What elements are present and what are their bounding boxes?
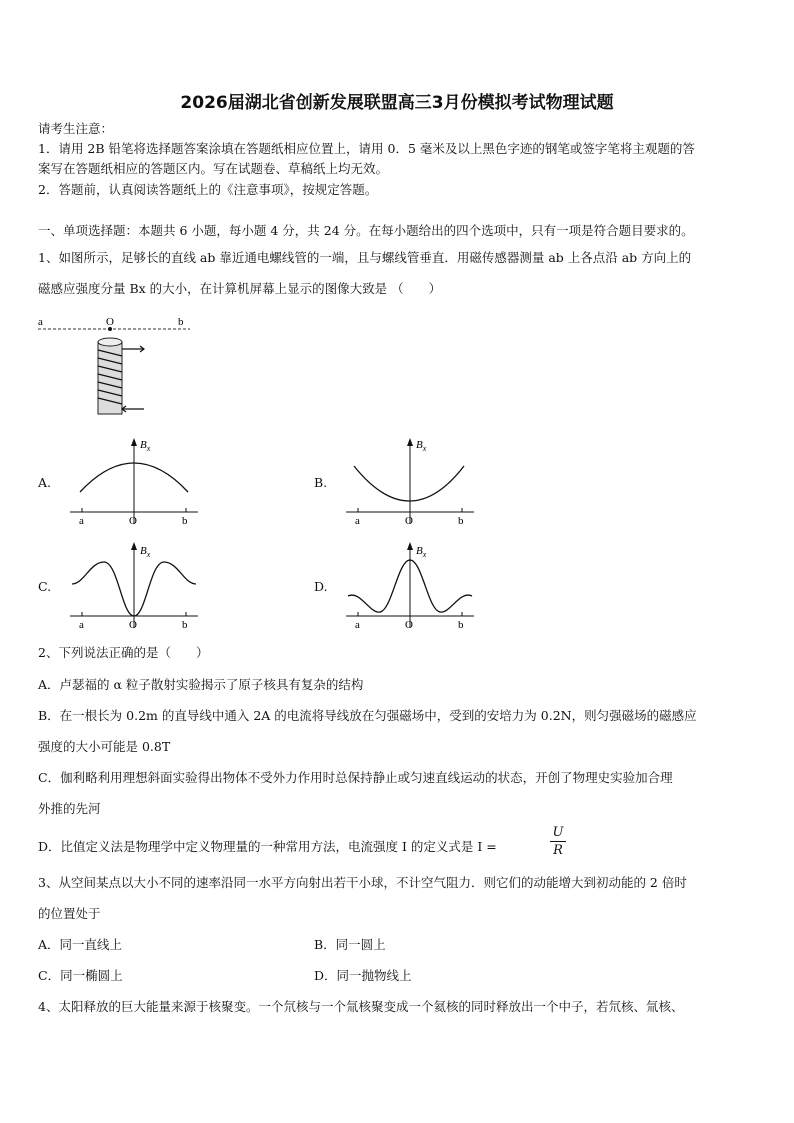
q2-option-a: A．卢瑟福的 α 粒子散射实验揭示了原子核具有复杂的结构 bbox=[38, 677, 364, 692]
svg-text:Bx: $B_x$ bbox=[140, 439, 151, 453]
fraction-numerator: U bbox=[552, 825, 564, 840]
q4-stem-line-1: 4、太阳释放的巨大能量来源于核聚变。一个氘核与一个氚核聚变成一个氦核的同时释放出一个中子，若氘核、氚核、 bbox=[38, 999, 684, 1014]
q3-option-c: C．同一椭圆上 bbox=[38, 968, 123, 983]
q3-option-a: A．同一直线上 bbox=[38, 937, 123, 952]
svg-text:Bx: $B_x$ bbox=[416, 545, 427, 559]
svg-text:b: b bbox=[458, 515, 464, 527]
q1-option-b-label: B. bbox=[314, 475, 328, 490]
q1-option-d-label: D. bbox=[314, 579, 328, 594]
fig-label-a: a bbox=[38, 316, 43, 328]
svg-text:a: a bbox=[355, 515, 360, 527]
q3-stem-line-1: 3、从空间某点以大小不同的速率沿同一水平方向射出若干小球，不计空气阻力．则它们的动能增大到初动能的 2 倍时 bbox=[38, 875, 687, 890]
q3-stem-line-2: 的位置处于 bbox=[38, 906, 101, 921]
svg-text:b: b bbox=[182, 619, 188, 631]
section-heading: 一、单项选择题：本题共 6 小题，每小题 4 分，共 24 分。在每小题给出的四个选项中，只有一项是符合题目要求的。 bbox=[38, 223, 694, 238]
svg-text:Bx: $B_x$ bbox=[140, 545, 151, 559]
svg-text:a: a bbox=[79, 619, 84, 631]
svg-text:O: O bbox=[129, 619, 137, 631]
q3-option-d: D．同一抛物线上 bbox=[314, 968, 412, 983]
q1-option-c-label: C. bbox=[38, 579, 52, 594]
notice-heading: 请考生注意： bbox=[38, 121, 114, 136]
fraction bbox=[550, 825, 566, 858]
svg-text:O: O bbox=[129, 515, 137, 527]
q1-stem-line-2: 磁感应强度分量 Bx 的大小，在计算机屏幕上显示的图像大致是 （ ） bbox=[38, 281, 442, 296]
notice-item-1-line-2: 案写在答题纸相应的答题区内。写在试题卷、草稿纸上均无效。 bbox=[38, 161, 389, 176]
svg-text:b: b bbox=[182, 515, 188, 527]
svg-text:Bx: $B_x$ bbox=[416, 439, 427, 453]
q2-option-d: D．比值定义法是物理学中定义物理量的一种常用方法，电流强度 I 的定义式是 I = bbox=[38, 839, 497, 854]
q1-stem-line-1: 1、如图所示，足够长的直线 ab 靠近通电螺线管的一端，且与螺线管垂直．用磁传感器测量 ab 上各点沿 ab 方向上的 bbox=[38, 250, 692, 265]
q2-option-b-line-1: B．在一根长为 0.2m 的直导线中通入 2A 的电流将导线放在匀强磁场中，受到的安培力为 0.2N，则匀强磁场的磁感应 bbox=[38, 708, 697, 723]
q2-option-c-line-1: C．伽利略利用理想斜面实验得出物体不受外力作用时总保持静止或匀速直线运动的状态，开创了物理史实验加合理 bbox=[38, 770, 673, 785]
q2-option-c-line-2: 外推的先河 bbox=[38, 801, 101, 816]
graph-b bbox=[340, 436, 480, 528]
fraction-denominator: R bbox=[553, 843, 563, 858]
graph-d bbox=[340, 540, 480, 632]
q1-option-a-label: A. bbox=[38, 475, 52, 490]
svg-text:a: a bbox=[79, 515, 84, 527]
fraction-bar bbox=[550, 841, 566, 842]
notice-item-1-line-1: 1．请用 2B 铅笔将选择题答案涂填在答题纸相应位置上，请用 0．5 毫米及以上黑色字迹的钢笔或签字笔将主观题的答 bbox=[38, 141, 695, 156]
graph-a bbox=[64, 436, 204, 528]
svg-text:O: O bbox=[405, 619, 413, 631]
svg-text:O: O bbox=[405, 515, 413, 527]
svg-text:a: a bbox=[355, 619, 360, 631]
solenoid-figure bbox=[30, 312, 200, 422]
notice-item-2: 2．答题前，认真阅读答题纸上的《注意事项》，按规定答题。 bbox=[38, 182, 378, 197]
graph-c bbox=[64, 540, 204, 632]
q2-stem: 2、下列说法正确的是（ ） bbox=[38, 645, 209, 660]
q2-option-b-line-2: 强度的大小可能是 0.8T bbox=[38, 739, 171, 754]
svg-text:b: b bbox=[458, 619, 464, 631]
fig-label-b: b bbox=[178, 316, 184, 328]
page-title: 2026届湖北省创新发展联盟高三3月份模拟考试物理试题 bbox=[180, 93, 614, 113]
q3-option-b: B．同一圆上 bbox=[314, 937, 386, 952]
fig-label-o: O bbox=[106, 316, 114, 328]
